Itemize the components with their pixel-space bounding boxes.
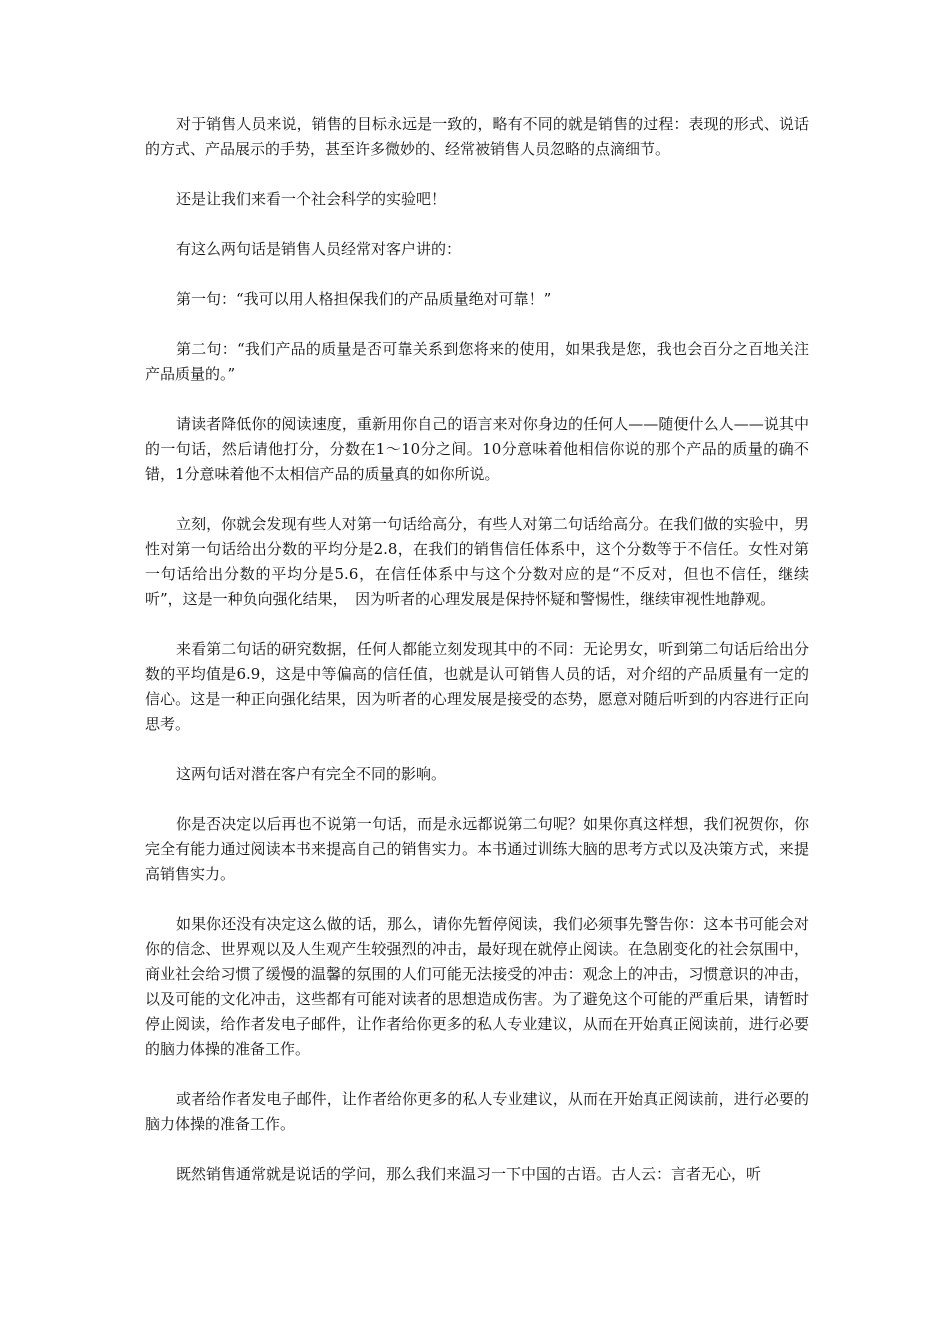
paragraph-7: 立刻，你就会发现有些人对第一句话给高分，有些人对第二句话给高分。在我们做的实验中，男性对第一句话给出分数的平均分是2.8，在我们的销售信任体系中，这个分数等于不信任。女性对第一句话给出分数的平均分是5.6，在信任体系中与这个分数对应的是“不反对，但也不信任，继续听”，这是一种负向强化结果， 因为听者的心理发展是保持怀疑和警惕性，继续审视性地静观。 [145,515,809,608]
document-body [145,112,809,1212]
paragraph-6: 请读者降低你的阅读速度，重新用你自己的语言来对你身边的任何人——随便什么人——说其中的一句话，然后请他打分，分数在1～10分之间。10分意味着他相信你说的那个产品的质量的确不错，1分意味着他不太相信产品的质量真的如你所说。 [145,415,809,483]
paragraph-10: 你是否决定以后再也不说第一句话，而是永远都说第二句呢？如果你真这样想，我们祝贺你，你完全有能力通过阅读本书来提高自己的销售实力。本书通过训练大脑的思考方式以及决策方式，来提高销售实力。 [145,815,809,883]
paragraph-11: 如果你还没有决定这么做的话，那么，请你先暂停阅读，我们必须事先警告你：这本书可能会对你的信念、世界观以及人生观产生较强烈的冲击，最好现在就停止阅读。在急剧变化的社会氛围中，商业社会给习惯了缓慢的温馨的氛围的人们可能无法接受的冲击：观念上的冲击，习惯意识的冲击，以及可能的文化冲击，这些都有可能对读者的思想造成伤害。为了避免这个可能的严重后果，请暂时停止阅读，给作者发电子邮件，让作者给你更多的私人专业建议，从而在开始真正阅读前，进行必要的脑力体操的准备工作。 [145,915,809,1058]
paragraph-1: 对于销售人员来说，销售的目标永远是一致的，略有不同的就是销售的过程：表现的形式、说话的方式、产品展示的手势，甚至许多微妙的、经常被销售人员忽略的点滴细节。 [145,115,809,158]
paragraph-4: 第一句：“我可以用人格担保我们的产品质量绝对可靠！” [176,290,552,308]
paragraph-5: 第二句：“我们产品的质量是否可靠关系到您将来的使用，如果我是您，我也会百分之百地关注产品质量的。” [145,340,809,383]
paragraph-3: 有这么两句话是销售人员经常对客户讲的： [176,240,462,258]
paragraph-12: 或者给作者发电子邮件，让作者给你更多的私人专业建议，从而在开始真正阅读前，进行必要的脑力体操的准备工作。 [145,1090,809,1133]
paragraph-2: 还是让我们来看一个社会科学的实验吧！ [176,190,447,208]
paragraph-9: 这两句话对潜在客户有完全不同的影响。 [176,765,447,783]
paragraph-8: 来看第二句话的研究数据，任何人都能立刻发现其中的不同：无论男女，听到第二句话后给出分数的平均值是6.9，这是中等偏高的信任值，也就是认可销售人员的话，对介绍的产品质量有一定的信心。这是一种正向强化结果，因为听者的心理发展是接受的态势，愿意对随后听到的内容进行正向思考。 [145,640,809,733]
paragraph-13: 既然销售通常就是说话的学问，那么我们来温习一下中国的古语。古人云：言者无心，听 [176,1165,762,1183]
